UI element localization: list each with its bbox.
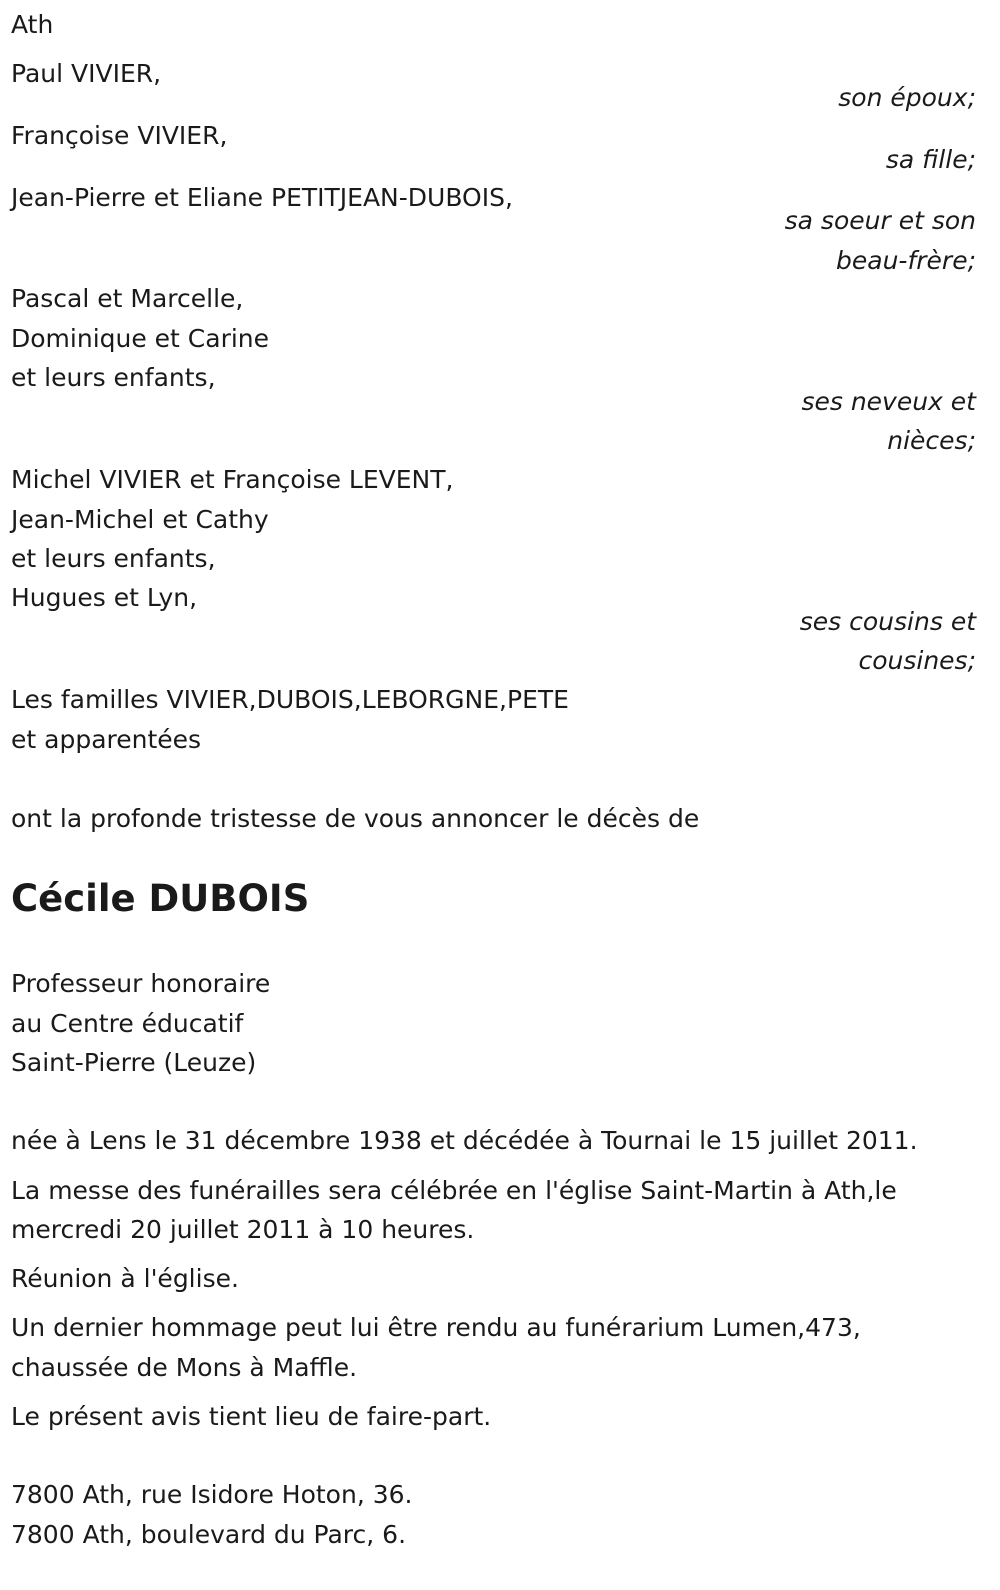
tribute-text: Un dernier hommage peut lui être rendu au funérarium Lumen,473, [11, 1313, 861, 1342]
family-member-name: Jean-Pierre et Eliane PETITJEAN-DUBOIS, [11, 183, 513, 212]
family-member-name: Paul VIVIER, [11, 59, 162, 88]
family-member-name: et apparentées [11, 725, 202, 754]
address-line: 7800 Ath, rue Isidore Hoton, 36. [11, 1480, 413, 1509]
birth-death-text: née à Lens le 31 décembre 1938 et décédée à Tournai le 15 juillet 2011. [11, 1126, 918, 1155]
announcement-text: ont la profonde tristesse de vous annoncer le décès de [11, 804, 700, 833]
relation-label: ses cousins et [799, 607, 976, 636]
family-member-name: et leurs enfants, [11, 544, 216, 573]
funeral-text: mercredi 20 juillet 2011 à 10 heures. [11, 1215, 475, 1244]
family-member-name: Dominique et Carine [11, 324, 270, 353]
family-member-name: Pascal et Marcelle, [11, 284, 244, 313]
family-member-name: Michel VIVIER et Françoise LEVENT, [11, 465, 454, 494]
notice-text: Le présent avis tient lieu de faire-part. [11, 1402, 492, 1431]
family-member-name: Jean-Michel et Cathy [11, 505, 269, 534]
family-member-name: et leurs enfants, [11, 363, 216, 392]
deceased-name: Cécile DUBOIS [11, 877, 310, 920]
family-member-name: Les familles VIVIER,DUBOIS,LEBORGNE,PETE [11, 685, 569, 714]
relation-label: beau-frère; [836, 246, 976, 275]
relation-label: nièces; [887, 426, 976, 455]
deceased-title-line: Saint-Pierre (Leuze) [11, 1048, 257, 1077]
relation-label: sa soeur et son [784, 206, 976, 235]
deceased-title-line: au Centre éducatif [11, 1009, 244, 1038]
relation-label: cousines; [858, 646, 976, 675]
family-member-name: Hugues et Lyn, [11, 583, 198, 612]
relation-label: ses neveux et [801, 387, 976, 416]
relation-label: sa fille; [885, 145, 976, 174]
meeting-text: Réunion à l'église. [11, 1264, 239, 1293]
deceased-title-line: Professeur honoraire [11, 969, 271, 998]
address-line: 7800 Ath, boulevard du Parc, 6. [11, 1520, 407, 1549]
family-member-name: Françoise VIVIER, [11, 121, 228, 150]
funeral-text: La messe des funérailles sera célébrée en l'église Saint-Martin à Ath,le [11, 1176, 897, 1205]
relation-label: son époux; [838, 83, 976, 112]
location: Ath [11, 10, 54, 39]
tribute-text: chaussée de Mons à Maffle. [11, 1353, 358, 1382]
